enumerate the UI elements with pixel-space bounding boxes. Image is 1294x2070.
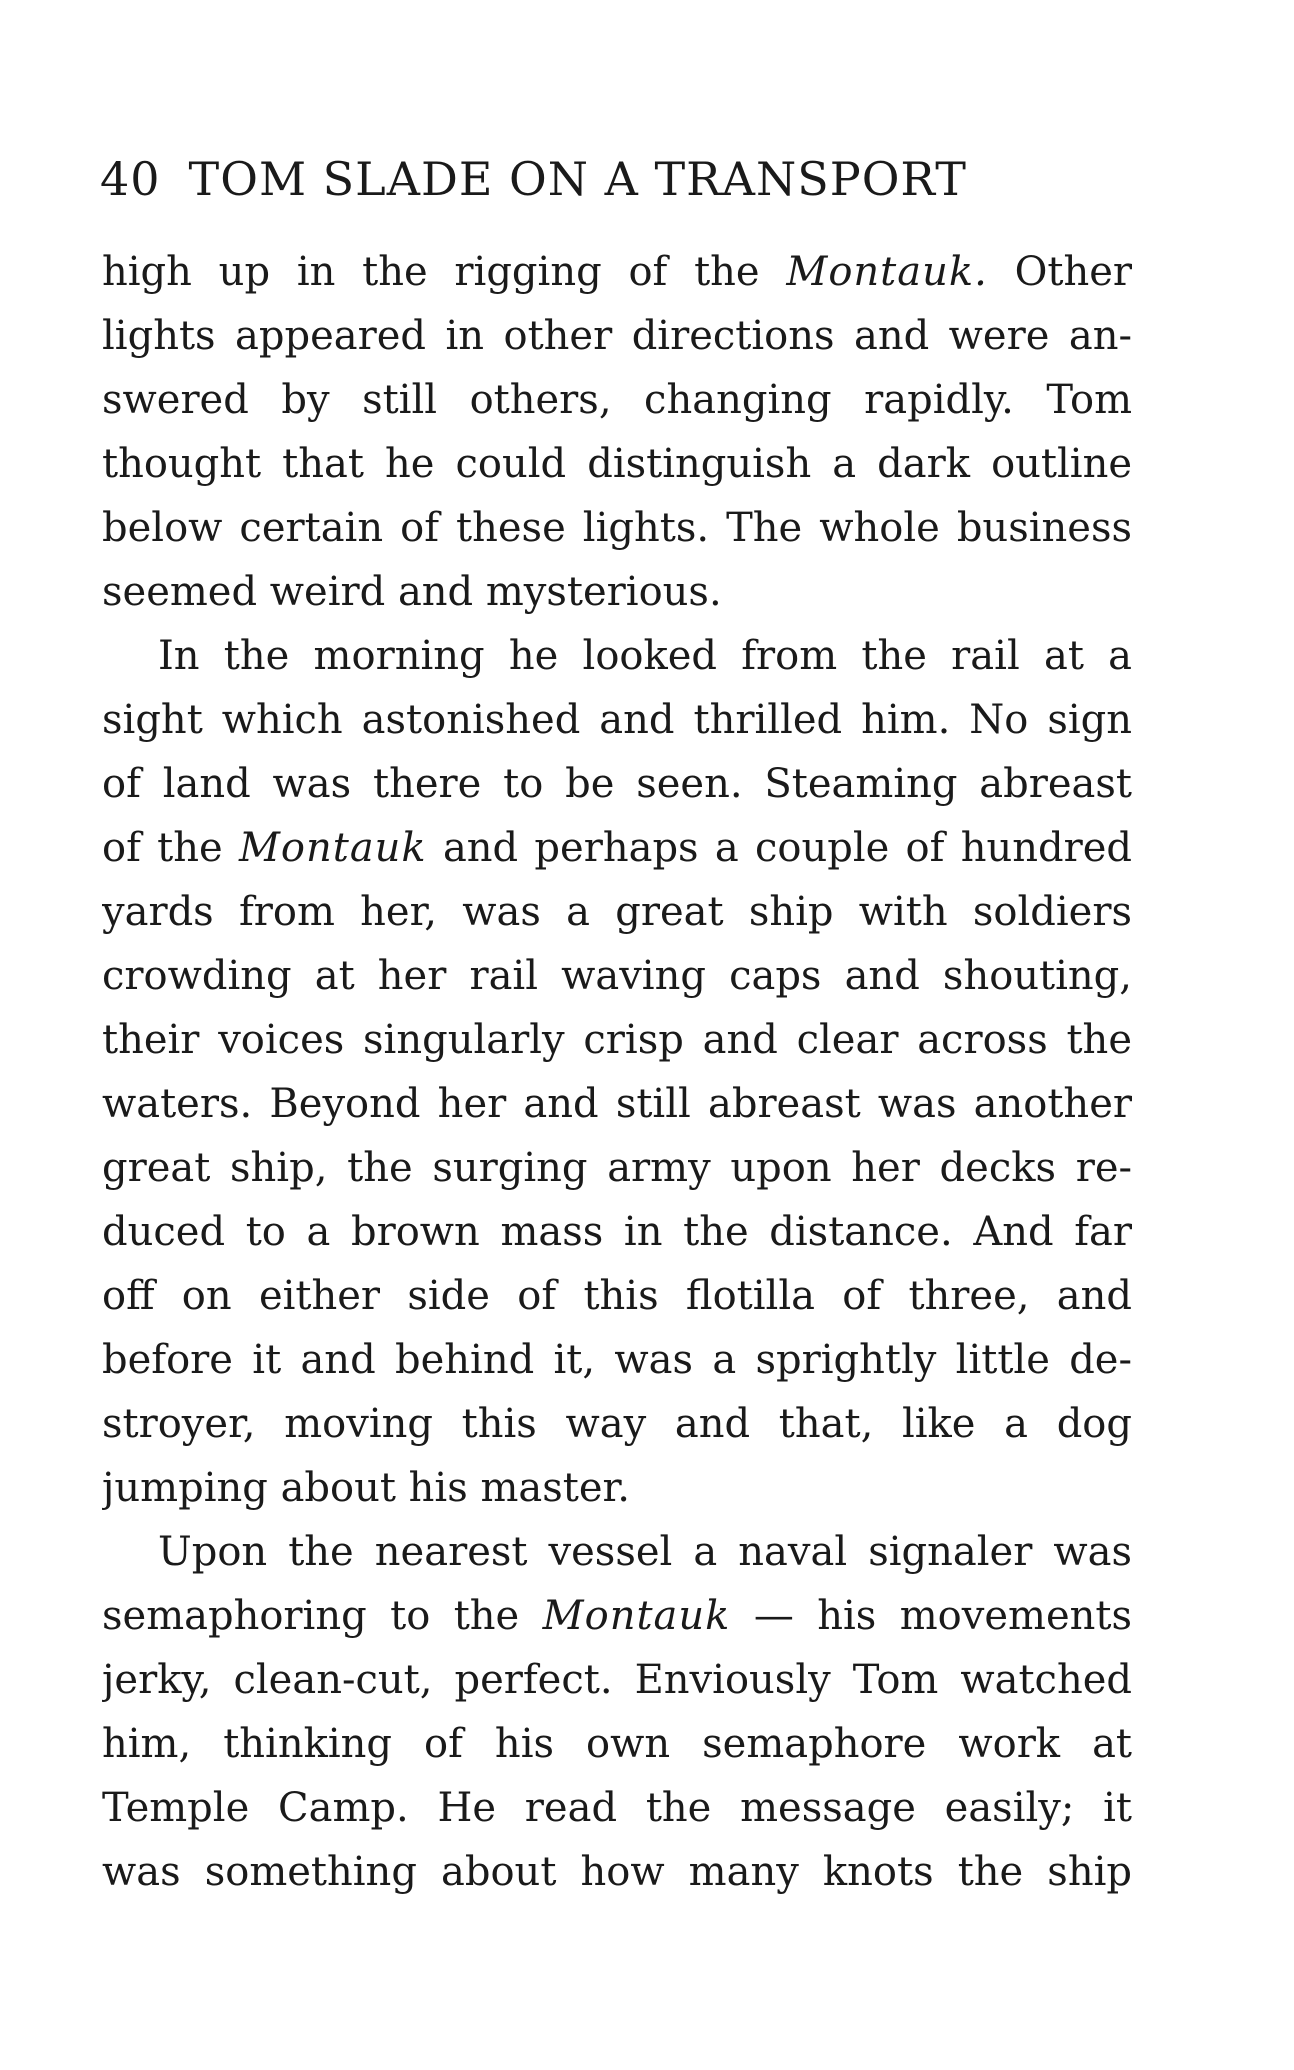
text-line: jerky, clean-cut, perfect. Enviously Tom watched	[102, 1657, 1132, 1703]
text-line: before it and behind it, was a sprightly little de-	[102, 1337, 1132, 1383]
text-line: sight which astonished and thrilled him. No sign	[102, 697, 1132, 743]
text-line: of the Montauk and perhaps a couple of hundred	[102, 825, 1132, 871]
text-line: stroyer, moving this way and that, like a dog	[102, 1401, 1132, 1447]
text-line: their voices singularly crisp and clear across the	[102, 1017, 1132, 1063]
text-line: Upon the nearest vessel a naval signaler was	[158, 1529, 1132, 1575]
text-line: swered by still others, changing rapidly. Tom	[102, 377, 1132, 423]
text-line: great ship, the surging army upon her decks re-	[102, 1145, 1132, 1191]
text-line: high up in the rigging of the Montauk. Other	[102, 249, 1132, 295]
text-line: below certain of these lights. The whole business	[102, 505, 1132, 551]
body-text	[102, 240, 1132, 1904]
text-line: thought that he could distinguish a dark outline	[102, 441, 1132, 487]
text-line: jumping about his master.	[102, 1465, 630, 1511]
running-head	[100, 152, 967, 206]
text-line: crowding at her rail waving caps and shouting,	[102, 953, 1132, 999]
text-line: lights appeared in other directions and were an-	[102, 313, 1132, 359]
text-line: of land was there to be seen. Steaming abreast	[102, 761, 1132, 807]
running-title: TOM SLADE ON A TRANSPORT	[188, 152, 967, 206]
text-line: him, thinking of his own semaphore work at	[102, 1721, 1132, 1767]
text-line: In the morning he looked from the rail at a	[158, 633, 1132, 679]
text-line: off on either side of this flotilla of three, and	[102, 1273, 1132, 1319]
text-line: duced to a brown mass in the distance. And far	[102, 1209, 1132, 1255]
text-line: Temple Camp. He read the message easily; it	[102, 1785, 1132, 1831]
text-line: seemed weird and mysterious.	[102, 569, 722, 615]
text-line: yards from her, was a great ship with soldiers	[102, 889, 1132, 935]
page-number: 40	[100, 152, 161, 206]
text-line: waters. Beyond her and still abreast was another	[102, 1081, 1132, 1127]
text-line: semaphoring to the Montauk — his movements	[102, 1593, 1132, 1639]
text-line: was something about how many knots the ship	[102, 1849, 1132, 1895]
